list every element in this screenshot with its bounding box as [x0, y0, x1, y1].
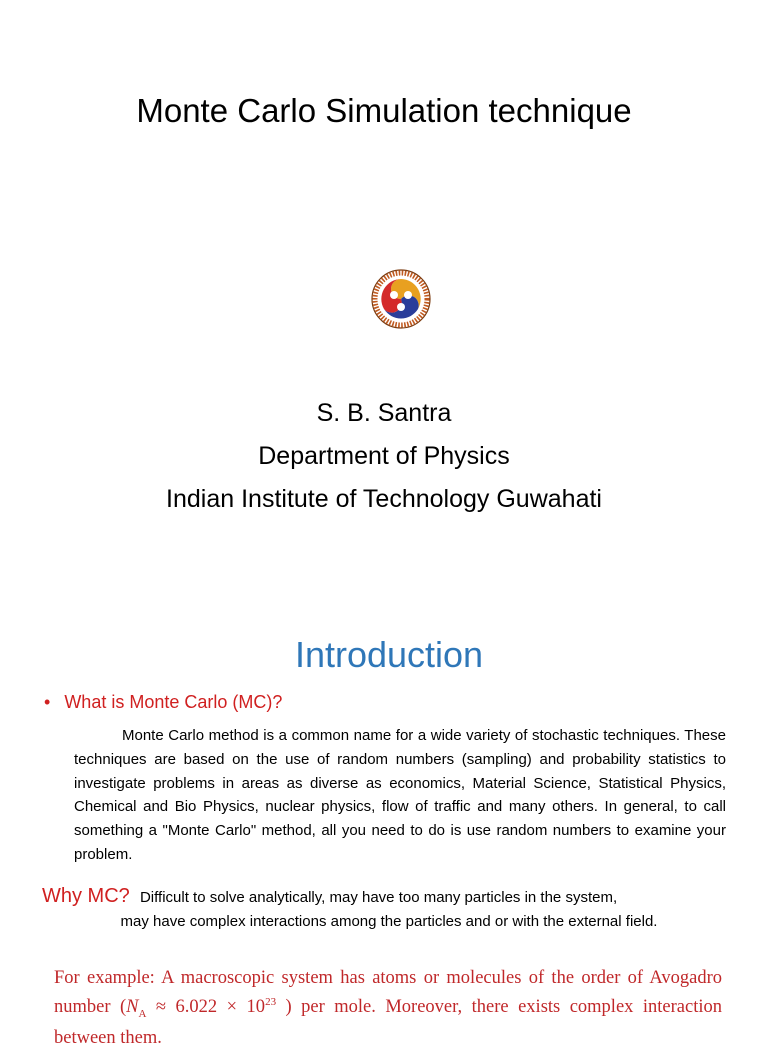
- why-mc-label: Why MC?: [42, 885, 130, 907]
- institute-name: Indian Institute of Technology Guwahati: [166, 485, 602, 513]
- example-exponent: 23: [265, 996, 277, 1008]
- why-mc-text-2: may have complex interactions among the particles and or with the external field.: [120, 913, 658, 930]
- introduction-title: Introduction: [294, 634, 484, 675]
- bullet-item: [44, 692, 282, 713]
- why-mc-line-1: [42, 885, 732, 908]
- example-text: [54, 966, 722, 1050]
- example-part-1: For example: A macroscopic system has atoms or molecules of the order of Avogadro number (: [54, 968, 722, 1018]
- example-subscript: A: [138, 1007, 147, 1020]
- example-symbol: N: [126, 997, 139, 1018]
- bullet-dot-icon: •: [44, 692, 51, 712]
- department-name: Department of Physics: [258, 442, 510, 470]
- author-block: [0, 392, 768, 521]
- slide-title: Monte Carlo Simulation technique: [136, 92, 632, 129]
- introduction-slide: [0, 600, 768, 1048]
- why-mc-text-1: Difficult to solve analytically, may have too many particles in the system,: [139, 889, 618, 906]
- iit-guwahati-logo-icon: [370, 268, 432, 330]
- bullet-text: What is Monte Carlo (MC)?: [64, 692, 283, 712]
- author-name: S. B. Santra: [316, 399, 452, 427]
- mc-description-paragraph: Monte Carlo method is a common name for a wide variety of stochastic techniques. These techniques are based on the use of random numbers (sampling) and probability statistics to investigate problems in areas as diverse as economics, Material Science, Statistical Physics, Chemical and Bio Physics, nuclear physics, flow of traffic and many others. In general, to call something a "Monte Carlo" method, all you need to do is use random numbers to examine your problem.: [74, 727, 726, 863]
- example-part-2: ) per mole. Moreover, there exists complex interaction between them.: [54, 997, 722, 1048]
- example-approx: ≈ 6.022 × 10: [146, 997, 266, 1018]
